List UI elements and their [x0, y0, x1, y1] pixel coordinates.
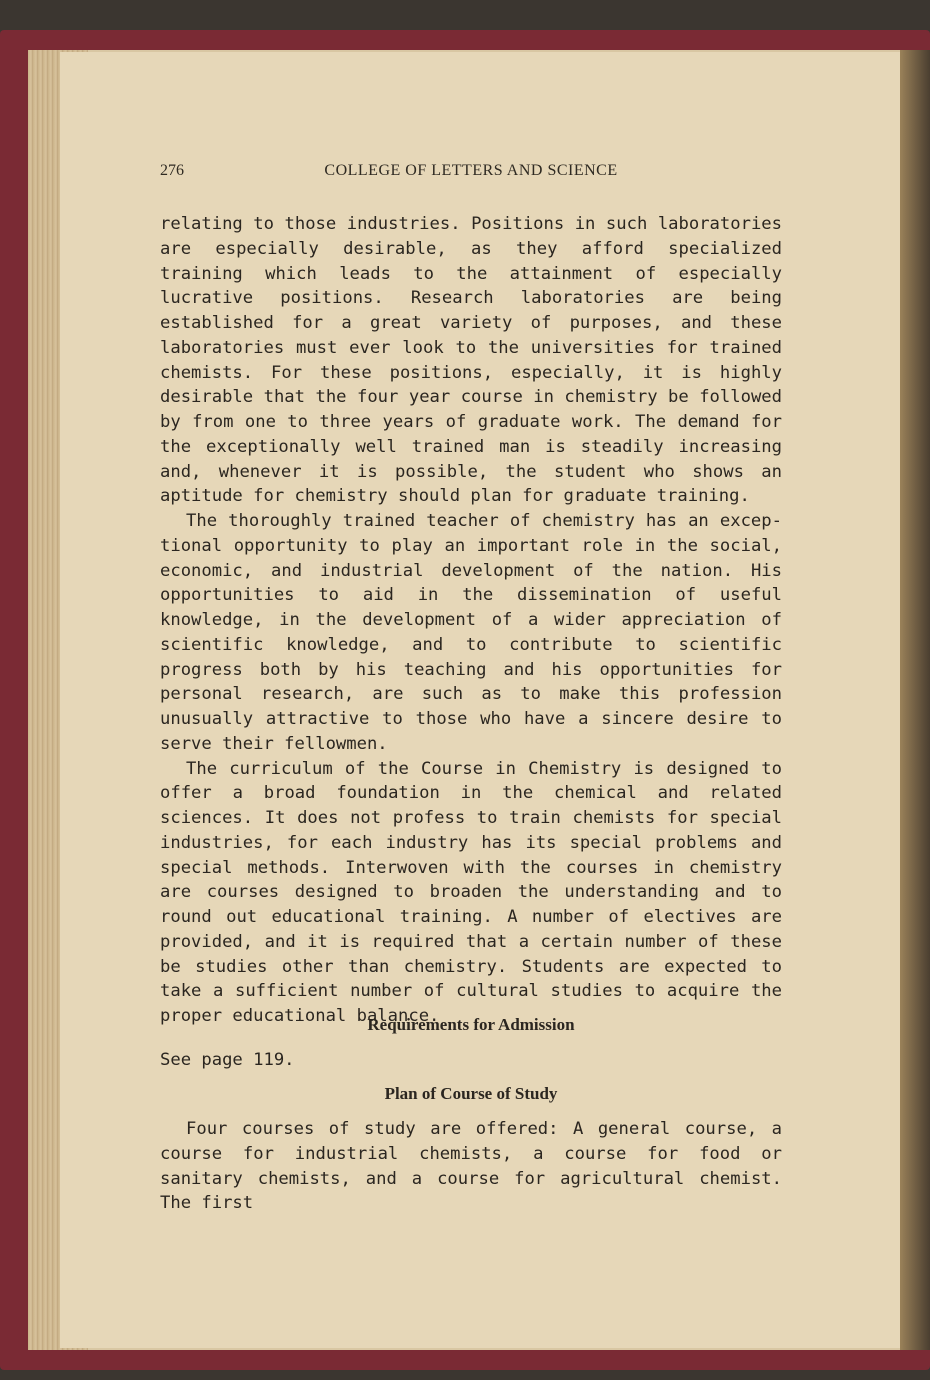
paragraph: The thoroughly trained teacher of chemistry has an exceptional opportunity to play an important role in the social, economic, and industrial development of the nation. His opportunities to aid in the dissemination of useful knowledge, in the development of a wider appreciation of scientific knowledge, and to contribute to scientific progress both by his teaching and his opportunities for personal research, are such as to make this profession unusually attractive to those who have a sincere desire to serve their fellowmen. — [160, 511, 782, 754]
see-page-reference: See page 119. — [160, 1050, 295, 1070]
plan-text — [160, 1117, 782, 1216]
paragraph: The curriculum of the Course in Chemistry is designed to offer a broad foundation in the chemical and related sciences. It does not profess to train chemists for special industries, for each industry has its special problems and special methods. Interwoven with the courses in chemistry are courses designed to broaden the understanding and to round out educational training. A number of electives are provided, and it is required that a certain number of these be studies other than chemistry. Students are expected to take a sufficient number of cultural studies to acquire the proper educational balance. — [160, 758, 782, 1026]
requirements-heading: Requirements for Admission — [367, 1015, 575, 1034]
paragraph: Four courses of study are offered: A general course, a course for industrial chemists, a course for food or sanitary chemists, and a course for agricultural chemist. The first — [160, 1119, 782, 1214]
running-head — [160, 162, 782, 186]
plan-heading: Plan of Course of Study — [384, 1084, 558, 1103]
facing-page-edge — [900, 50, 930, 1350]
running-head-title: COLLEGE OF LETTERS AND SCIENCE — [324, 162, 618, 179]
paragraph: relating to those industries. Positions in such laboratories are especially desirable, as they afford specialized training which leads to the attainment of especially lucrative positions. Research laboratories are being established for a great variety of purposes, and these laboratories must ever look to the universities for trained chemists. For these positions, especially, it is highly desirable that the four year course in chemistry be followed by from one to three years of graduate work. The demand for the exceptionally well trained man is steadily increasing and, whenever it is possible, the student who shows an aptitude for chemistry should plan for graduate training. — [160, 214, 782, 507]
body-text — [160, 212, 782, 1029]
page-number: 276 — [160, 162, 184, 179]
